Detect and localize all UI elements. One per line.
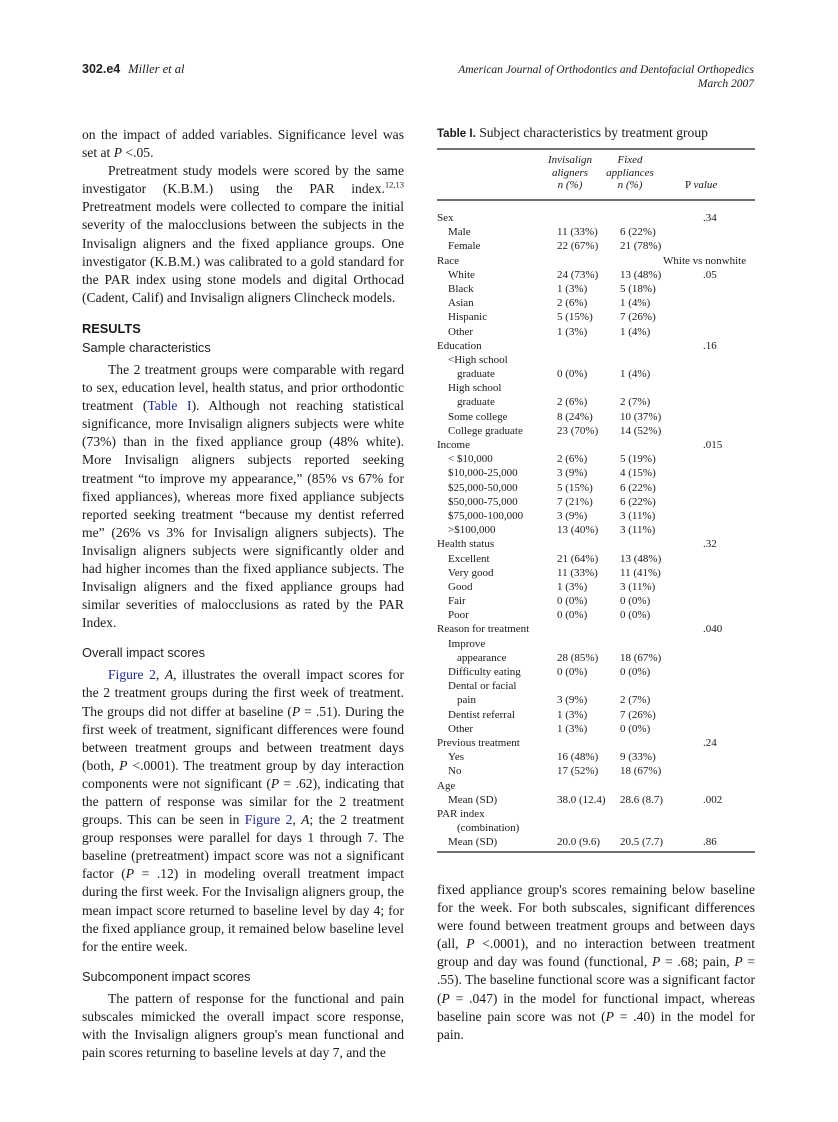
invisalign-value: 3 (9%) xyxy=(557,467,588,480)
invisalign-value: 2 (6%) xyxy=(557,297,588,310)
citation-superscript[interactable]: 12,13 xyxy=(384,179,404,190)
subheading-subcomponent-impact: Subcomponent impact scores xyxy=(82,968,251,984)
row-label: Health status xyxy=(437,538,495,551)
table-header-rule xyxy=(437,199,755,201)
fixed-value: 6 (22%) xyxy=(620,226,656,239)
fixed-value: 14 (52%) xyxy=(620,424,662,437)
table-row xyxy=(437,552,755,566)
table-row xyxy=(437,424,755,438)
table-group-row xyxy=(437,622,755,636)
invisalign-value: 3 (9%) xyxy=(557,509,588,522)
table-row xyxy=(437,637,755,651)
table-row xyxy=(437,452,755,466)
table-row xyxy=(437,239,755,253)
table-label: Table I. xyxy=(437,128,476,140)
table-row xyxy=(437,764,755,778)
running-header-left xyxy=(82,62,184,77)
p-value: .015 xyxy=(703,439,723,451)
row-label: Dentist referral xyxy=(448,708,515,721)
fixed-value: 1 (4%) xyxy=(620,325,651,338)
paragraph-sample: The 2 treatment groups were comparable with regard to sex, education level, health status, and prior orthodontic treatment (Table I). Although not reaching statistical significance, more Invisalign aligners subjects were white (73%) than in the fixed appliance group (48% white). More Invisalign aligners subjects reported seeking treatment “to improve my appearance,” (85% vs 67% for fixed appliances), whereas more fixed appliance subjects reported seeking treatment “because my dentist referred me” (26% vs 3% for Invisalign aligners subjects). The Invisalign aligners subjects were significantly older and had higher incomes than the fixed appliance subjects. The Invisalign aligners and the fixed appliance groups had similar severities of malocclusions as rated by the PAR Index. xyxy=(82,361,404,631)
p-value: .86 xyxy=(703,836,717,849)
p-value: .05 xyxy=(703,268,717,281)
invisalign-value: 1 (3%) xyxy=(557,325,588,338)
fixed-value: 3 (11%) xyxy=(620,524,656,537)
table-group-row xyxy=(437,339,755,353)
invisalign-value: 13 (40%) xyxy=(557,524,599,537)
fixed-value: 6 (22%) xyxy=(620,495,656,508)
invisalign-value: 23 (70%) xyxy=(557,424,599,437)
table-i-link[interactable]: Table I xyxy=(147,398,192,414)
row-label: appearance xyxy=(457,651,507,664)
fixed-value: 13 (48%) xyxy=(620,268,662,281)
row-label: Yes xyxy=(448,751,465,764)
row-label: < $10,000 xyxy=(448,453,493,466)
table-row xyxy=(437,750,755,764)
row-label: Income xyxy=(437,439,470,451)
paragraph-significance: on the impact of added variables. Significance level was set at P <.05. xyxy=(82,127,404,161)
fixed-value: 2 (7%) xyxy=(620,396,651,409)
table-row xyxy=(437,665,755,679)
row-label: $75,000-100,000 xyxy=(448,509,524,522)
invisalign-value: 16 (48%) xyxy=(557,751,599,764)
table-row xyxy=(437,296,755,310)
table-header xyxy=(437,150,755,199)
invisalign-value: 2 (6%) xyxy=(557,453,588,466)
row-label: Male xyxy=(448,226,471,239)
row-label: Other xyxy=(448,722,474,735)
row-label: Age xyxy=(437,779,456,792)
table-row xyxy=(437,282,755,296)
row-label: Other xyxy=(448,325,474,338)
paragraph-pretreatment: Pretreatment study models were scored by the same investigator (K.B.M.) using the PAR index.$^{12,13}$ Pretreatment models were collected to compare the initial severity of the malocclusions between the subjects in the Invisalign aligners and the fixed appliance groups. One investigator (K.B.M.) was calibrated to a gold standard for the PAR index using stone models and digital Orthocad (Cadent, Calif) and Invisalign aligners Clincheck models. xyxy=(82,163,404,305)
row-label: No xyxy=(448,765,462,778)
fixed-value: 3 (11%) xyxy=(620,580,656,593)
table-row xyxy=(437,225,755,239)
row-label: Previous treatment xyxy=(437,736,520,749)
row-label: $50,000-75,000 xyxy=(448,495,518,508)
paragraph-overall: Figure 2, A, illustrates the overall impact scores for the 2 treatment groups during the first week of treatment. The groups did not differ at baseline (P = .51). During the first week of treatment, significant differences were found between treatment groups and between treatment days (both, P <.0001). The treatment group by day interaction components were not significant (P = .62), indicating that the pattern of response was similar for the 2 treatment groups. This can be seen in Figure 2, A; the 2 treatment group responses were parallel for days 1 through 7. The baseline (pretreatment) impact score was not a significant factor (P = .12) in modeling overall treatment impact during the first week. For the Invisalign aligners group, the mean impact score returned to baseline level by day 4; for the fixed appliance group, it remained below baseline level for the entire week. xyxy=(82,667,405,954)
section-heading-results: RESULTS xyxy=(82,320,141,336)
table-row xyxy=(437,410,755,424)
fixed-value: 11 (41%) xyxy=(620,566,661,579)
table-subject-characteristics xyxy=(437,124,755,853)
row-label: $25,000-50,000 xyxy=(448,481,518,494)
fixed-value: 2 (7%) xyxy=(620,694,651,707)
journal-title: American Journal of Orthodontics and Dentofacial Orthopedics xyxy=(458,64,754,76)
invisalign-value: 2 (6%) xyxy=(557,396,588,409)
fixed-value: 28.6 (8.7) xyxy=(620,793,664,806)
table-row xyxy=(437,608,755,622)
invisalign-value: 1 (3%) xyxy=(557,708,588,721)
table-row xyxy=(437,651,755,665)
p-value: .16 xyxy=(703,339,717,352)
row-label: >$100,000 xyxy=(448,524,496,537)
paragraph-subcomponent: The pattern of response for the functional and pain subscales mimicked the overall impact score response, with the Invisalign aligners group's mean functional and pain scores returning to baseline levels at day 7, and the xyxy=(82,990,404,1061)
fixed-value: 0 (0%) xyxy=(620,609,651,622)
table-row xyxy=(437,310,755,324)
fixed-value: 4 (15%) xyxy=(620,467,656,480)
table-row xyxy=(437,821,755,835)
invisalign-value: 3 (9%) xyxy=(557,694,588,707)
fixed-value: 20.5 (7.7) xyxy=(620,836,664,849)
table-row xyxy=(437,679,755,693)
fixed-value: 0 (0%) xyxy=(620,595,651,608)
table-row xyxy=(437,594,755,608)
fixed-value: 9 (33%) xyxy=(620,751,656,764)
row-label: (combination) xyxy=(457,822,520,835)
row-label: Black xyxy=(448,282,474,295)
running-header-right xyxy=(458,63,754,91)
row-label: Female xyxy=(448,240,481,253)
table-row xyxy=(437,580,755,594)
invisalign-value: 1 (3%) xyxy=(557,580,588,593)
table-row xyxy=(437,793,755,807)
row-label: Dental or facial xyxy=(448,680,517,693)
table-row xyxy=(437,835,755,849)
table-group-row xyxy=(437,807,755,821)
figure-2-link[interactable]: Figure 2 xyxy=(244,812,293,828)
row-label: graduate xyxy=(457,396,495,409)
column-header-invisalign: Invisalign aligners n (%) xyxy=(548,154,592,191)
p-value: .002 xyxy=(703,793,723,806)
table-row xyxy=(437,693,755,707)
row-label: College graduate xyxy=(448,424,523,437)
table-row xyxy=(437,367,755,381)
invisalign-value: 8 (24%) xyxy=(557,410,593,423)
p-value: .34 xyxy=(703,212,717,224)
table-row xyxy=(437,566,755,580)
row-label: <High school xyxy=(448,353,508,366)
table-row xyxy=(437,395,755,409)
table-title: Subject characteristics by treatment group xyxy=(479,125,708,140)
row-label: Hispanic xyxy=(448,311,488,324)
invisalign-value: 1 (3%) xyxy=(557,282,588,295)
table-group-row xyxy=(437,211,755,225)
row-label: Difficulty eating xyxy=(448,666,521,678)
fixed-value: 6 (22%) xyxy=(620,481,656,494)
table-group-row xyxy=(437,254,755,268)
table-caption xyxy=(437,124,755,143)
table-row xyxy=(437,523,755,537)
p-value: .32 xyxy=(703,538,717,551)
invisalign-value: 0 (0%) xyxy=(557,595,588,608)
fixed-value: 7 (26%) xyxy=(620,311,656,324)
left-column xyxy=(82,126,404,1062)
fixed-value: 5 (18%) xyxy=(620,282,656,295)
invisalign-value: 0 (0%) xyxy=(557,368,588,381)
table-row xyxy=(437,481,755,495)
invisalign-value: 22 (67%) xyxy=(557,240,599,253)
row-label: Excellent xyxy=(448,552,490,565)
table-row xyxy=(437,495,755,509)
fixed-value: 5 (19%) xyxy=(620,453,656,466)
row-label: Fair xyxy=(448,595,466,608)
column-header-fixed: Fixed appliances n (%) xyxy=(606,154,654,191)
table-bottom-rule xyxy=(437,851,755,853)
invisalign-value: 7 (21%) xyxy=(557,495,593,508)
invisalign-value: 5 (15%) xyxy=(557,311,593,324)
invisalign-value: 1 (3%) xyxy=(557,722,588,735)
fixed-value: 10 (37%) xyxy=(620,410,662,423)
subheading-sample-characteristics: Sample characteristics xyxy=(82,339,211,355)
row-label: White xyxy=(448,268,475,281)
right-column-text xyxy=(437,881,755,1044)
invisalign-value: 5 (15%) xyxy=(557,481,593,494)
table-row xyxy=(437,722,755,736)
invisalign-value: 0 (0%) xyxy=(557,609,588,622)
row-label: Mean (SD) xyxy=(448,836,498,849)
invisalign-value: 11 (33%) xyxy=(557,226,598,239)
table-body xyxy=(437,211,755,849)
fixed-value: 18 (67%) xyxy=(620,651,662,664)
row-label: Improve xyxy=(448,637,486,650)
invisalign-value: 38.0 (12.4) xyxy=(557,793,606,806)
p-value: .040 xyxy=(703,623,723,636)
table-row xyxy=(437,466,755,480)
row-label: PAR index xyxy=(437,807,485,820)
issue-date: March 2007 xyxy=(697,78,754,90)
invisalign-value: 0 (0%) xyxy=(557,666,588,678)
table-row xyxy=(437,509,755,523)
row-label: Sex xyxy=(437,212,454,224)
invisalign-value: 11 (33%) xyxy=(557,566,598,579)
table-group-row xyxy=(437,537,755,551)
row-label: High school xyxy=(448,382,502,395)
author-line: Miller et al xyxy=(128,62,185,76)
p-value: .24 xyxy=(703,736,717,749)
figure-2-link[interactable]: Figure 2 xyxy=(108,667,156,683)
page-number: 302.e4 xyxy=(82,62,121,76)
invisalign-value: 20.0 (9.6) xyxy=(557,836,601,849)
fixed-value: 0 (0%) xyxy=(620,666,651,678)
row-label: Very good xyxy=(448,566,494,579)
p-value: White vs nonwhite xyxy=(663,254,747,267)
paragraph-subscales-continued: fixed appliance group's scores remaining below baseline for the week. For both subscales, significant differences were found between treatment groups and between days (all, P <.0001), and no interaction between treatment group and day was found (functional, P = .68; pain, P = .55). The baseline functional score was a significant factor (P = .047) in the model for functional impact, whereas baseline pain score was not (P = .40) in the model for pain. xyxy=(437,882,755,1042)
column-header-p-value: P value xyxy=(685,179,718,191)
row-label: Some college xyxy=(448,410,508,423)
table-row xyxy=(437,268,755,282)
row-label: Race xyxy=(437,254,459,267)
row-label: Good xyxy=(448,580,473,593)
table-row xyxy=(437,708,755,722)
row-label: $10,000-25,000 xyxy=(448,467,518,480)
row-label: Poor xyxy=(448,609,469,622)
fixed-value: 0 (0%) xyxy=(620,722,651,735)
subheading-overall-impact: Overall impact scores xyxy=(82,645,206,661)
fixed-value: 21 (78%) xyxy=(620,240,662,253)
row-label: Mean (SD) xyxy=(448,793,498,806)
row-label: graduate xyxy=(457,368,495,381)
row-label: Reason for treatment xyxy=(437,623,530,636)
fixed-value: 13 (48%) xyxy=(620,552,662,565)
table-group-row xyxy=(437,779,755,793)
table-group-row xyxy=(437,736,755,750)
fixed-value: 1 (4%) xyxy=(620,368,651,381)
invisalign-value: 28 (85%) xyxy=(557,651,599,664)
table-row xyxy=(437,353,755,367)
fixed-value: 18 (67%) xyxy=(620,765,662,778)
table-row xyxy=(437,325,755,339)
row-label: Education xyxy=(437,339,482,352)
invisalign-value: 24 (73%) xyxy=(557,268,599,281)
fixed-value: 3 (11%) xyxy=(620,509,656,522)
table-row xyxy=(437,381,755,395)
fixed-value: 1 (4%) xyxy=(620,297,651,310)
row-label: pain xyxy=(457,694,476,707)
row-label: Asian xyxy=(448,297,474,310)
invisalign-value: 17 (52%) xyxy=(557,765,599,778)
table-group-row xyxy=(437,438,755,452)
fixed-value: 7 (26%) xyxy=(620,708,656,721)
invisalign-value: 21 (64%) xyxy=(557,552,599,565)
